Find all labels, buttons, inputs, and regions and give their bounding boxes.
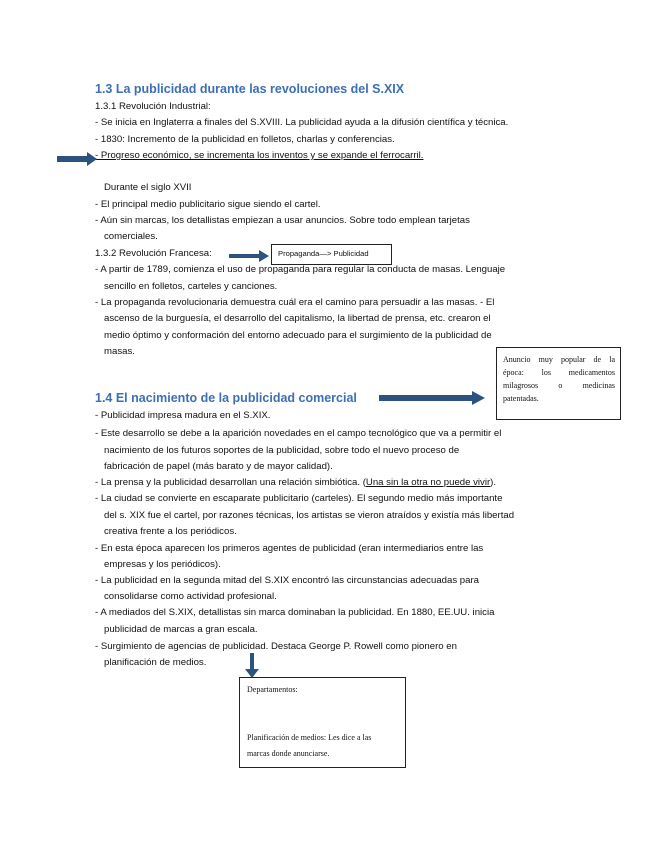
departments-box xyxy=(239,677,406,768)
section-13-title: 1.3 La publicidad durante las revoluciones del S.XIX xyxy=(95,82,405,96)
note-box xyxy=(496,347,621,420)
line: - 1830: Incremento de la publicidad en folletos, charlas y conferencias. xyxy=(95,134,395,145)
line: sencillo en folletos, carteles y canciones. xyxy=(104,281,278,292)
line: - La propaganda revolucionaria demuestra cuál era el camino para persuadir a las masas. - El xyxy=(95,297,495,308)
line: nacimiento de los futuros soportes de la publicidad, sobre todo el nuevo proceso de xyxy=(104,445,460,456)
departments-title: Departamentos: xyxy=(247,685,298,694)
line-part: ). xyxy=(490,477,497,488)
line: - La ciudad se convierte en escaparate publicitario (carteles). El segundo medio más importante xyxy=(95,493,503,504)
propaganda-box xyxy=(271,244,392,265)
line: - Aún sin marcas, los detallistas empiezan a usar anuncios. Sobre todo emplean tarjetas xyxy=(95,215,470,226)
line: - Publicidad impresa madura en el S.XIX. xyxy=(95,410,271,421)
arrow-right-icon xyxy=(379,391,485,405)
line: - El principal medio publicitario sigue siendo el cartel. xyxy=(95,199,321,210)
line-underlined: - Progreso económico, se incrementa los inventos y se expande el ferrocarril. xyxy=(95,150,424,161)
line: comerciales. xyxy=(104,231,158,242)
line-part: - La prensa y la publicidad desarrollan una relación simbiótica. ( xyxy=(95,477,366,488)
line: empresas y los periódicos). xyxy=(104,559,221,570)
sub-13-2: 1.3.2 Revolución Francesa: xyxy=(95,248,212,259)
line-part-underlined: Una sin la otra no puede vivir xyxy=(365,477,491,488)
line: - Surgimiento de agencias de publicidad. Destaca George P. Rowell como pionero en xyxy=(95,641,457,652)
note-line: milagrosos o medicinas xyxy=(503,381,615,390)
line: creativa frente a los periódicos. xyxy=(104,526,237,537)
departments-line: marcas donde anunciarse. xyxy=(247,749,330,758)
line: planificación de medios. xyxy=(104,657,207,668)
note-line: Anuncio muy popular de la xyxy=(503,355,615,364)
line: medio óptimo y conformación del entorno adecuado para el surgimiento de la publicidad de xyxy=(104,330,492,341)
line: fabricación de papel (más barato y de mayor calidad). xyxy=(104,461,333,472)
line: - En esta época aparecen los primeros agentes de publicidad (eran intermediarios entre las xyxy=(95,543,484,554)
line: del s. XIX fue el cartel, por razones técnicas, los artistas se vieron atraídos y existía más libertad xyxy=(104,510,515,521)
line: - La publicidad en la segunda mitad del S.XIX encontró las circunstancias adecuadas para xyxy=(95,575,479,586)
line: - A mediados del S.XIX, detallistas sin marca dominaban la publicidad. En 1880, EE.UU. inicia xyxy=(95,607,495,618)
sub-13-1: 1.3.1 Revolución Industrial: xyxy=(95,101,211,112)
line: consolidarse como actividad profesional. xyxy=(104,591,277,602)
line: Durante el siglo XVII xyxy=(104,182,192,193)
line: masas. xyxy=(104,346,135,357)
departments-line: Planificación de medios: Les dice a las xyxy=(247,733,372,742)
note-line: patentadas. xyxy=(503,394,539,403)
line: ascenso de la burguesía, el desarrollo del capitalismo, la libertad de prensa, etc. crearon el xyxy=(104,313,491,324)
line: - Se inicia en Inglaterra a finales del S.XVIII. La publicidad ayuda a la difusión científica y técnica. xyxy=(95,117,509,128)
line: - Este desarrollo se debe a la aparición novedades en el campo tecnológico que va a permitir el xyxy=(95,428,502,439)
line: - A partir de 1789, comienza el uso de propaganda para regular la conducta de masas. Lenguaje xyxy=(95,264,506,275)
arrow-down-icon xyxy=(245,653,259,678)
line xyxy=(95,477,496,489)
section-14-title: 1.4 El nacimiento de la publicidad comercial xyxy=(95,391,357,405)
note-line: época: los medicamentos xyxy=(503,368,615,377)
line: publicidad de marcas a gran escala. xyxy=(104,624,258,635)
arrow-right-icon xyxy=(57,152,97,166)
propaganda-box-text: Propaganda—> Publicidad xyxy=(278,249,369,258)
arrow-right-icon xyxy=(229,250,269,262)
